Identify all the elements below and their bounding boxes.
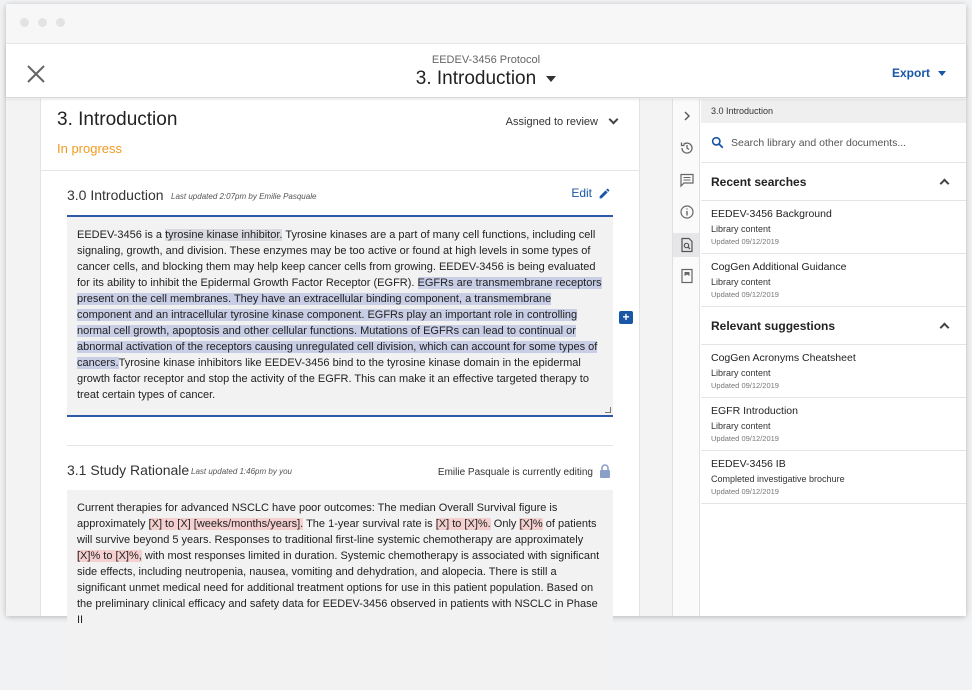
text-run: of patients will survive beyond 5 years. Responses to traditional first-line systemic chemotherapy are approximately (77, 518, 597, 546)
last-updated: Last updated 2:07pm by Emilie Pasquale (171, 192, 317, 201)
introduction-text-editor[interactable] (67, 215, 613, 417)
window-dot (56, 18, 65, 27)
search-icon (711, 136, 724, 149)
placeholder-text: [X] to [X]%. (435, 518, 491, 530)
last-updated: Last updated 1:46pm by you (191, 467, 292, 476)
comment-icon[interactable] (679, 172, 695, 188)
relevant-suggestions-header[interactable] (701, 307, 966, 345)
recent-search-item[interactable] (701, 201, 966, 254)
editing-label: Emilie Pasquale is currently editing (437, 467, 593, 478)
subsection-header (67, 171, 613, 215)
text-run: Tyrosine kinase inhibitors like EEDEV-3456 bind to the tyrosine kinase domain in the epidermal growth factor receptor and stop the activity of the EGFR. This can make it an effective targeted therapy to treat certain types of cancer. (77, 357, 589, 401)
result-date: Updated 09/12/2019 (711, 237, 779, 246)
pencil-icon (598, 187, 611, 200)
app-header (6, 44, 966, 98)
result-type: Library content (711, 224, 771, 234)
add-comment-button[interactable]: + (619, 311, 633, 324)
edit-button[interactable] (571, 186, 611, 200)
editing-indicator (438, 464, 611, 478)
result-title: EEDEV-3456 Background (711, 208, 832, 220)
search-bar (701, 123, 966, 163)
suggestion-item[interactable] (701, 345, 966, 398)
recent-searches-header[interactable] (701, 163, 966, 201)
study-rationale-text (67, 490, 613, 690)
section-selector[interactable] (6, 68, 966, 90)
group-title: Relevant suggestions (711, 319, 836, 333)
chevron-up-icon (940, 323, 950, 333)
window-dot (20, 18, 29, 27)
group-title: Recent searches (711, 175, 807, 189)
chevron-up-icon (940, 179, 950, 189)
text-run: Tyrosine kinases are a part of many cell functions, including cell signaling, growth, and division. These enzymes may be too active or found at high levels in some types of cancer cells, and blocking them may help keep cancer cells from growing. EEDEV-3456 is being evaluated for its ability to inhibit the Epidermal Growth Factor Receptor (EGFR). (77, 229, 596, 289)
result-date: Updated 09/12/2019 (711, 434, 779, 443)
side-tool-rail (672, 99, 700, 616)
result-title: EEDEV-3456 IB (711, 458, 786, 470)
result-date: Updated 09/12/2019 (711, 487, 779, 496)
section-title: 3. Introduction (57, 109, 178, 130)
chevron-right-icon[interactable] (679, 108, 695, 124)
subsection-title: 3.1 Study Rationale (67, 462, 190, 478)
info-icon[interactable] (679, 204, 695, 220)
recent-search-item[interactable] (701, 254, 966, 307)
result-type: Library content (711, 277, 771, 287)
resize-handle[interactable] (605, 407, 611, 413)
document-page (40, 99, 640, 626)
document-name: EEDEV-3456 Protocol (431, 54, 541, 66)
lock-icon (599, 464, 611, 478)
window-dot (38, 18, 47, 27)
text-run: EEDEV-3456 is a (77, 229, 166, 241)
history-icon[interactable] (679, 140, 695, 156)
highlighted-text: tyrosine kinase inhibitor. (165, 229, 283, 241)
app-window (6, 4, 966, 626)
subsection-header (67, 446, 613, 490)
edit-label: Edit (571, 186, 592, 200)
selected-text: EGFRs are transmembrane receptors present on the cell membranes. They have an extracellular binding component, a transmembrane component and an intracellular tyrosine kinase component. EGFRs play an important role in controlling normal cell growth, apoptosis and other cellular functions. Mutations of EGFRs can lead to continual or abnormal activation of the receptors causing unregulated cell division, which can account for some types of cancers. (77, 277, 602, 369)
result-title: EGFR Introduction (711, 405, 798, 417)
suggestion-item[interactable] (701, 451, 966, 504)
result-title: CogGen Acronyms Cheatsheet (711, 352, 856, 364)
result-type: Library content (711, 421, 771, 431)
result-type: Library content (711, 368, 771, 378)
panel-breadcrumb: 3.0 Introduction (701, 99, 966, 123)
document-search-tab[interactable] (673, 233, 699, 257)
result-title: CogGen Additional Guidance (711, 261, 847, 273)
placeholder-text: [X] to [X] [weeks/months/years]. (148, 518, 304, 530)
text-run: Only (490, 518, 520, 530)
result-date: Updated 09/12/2019 (711, 290, 779, 299)
chevron-down-icon (609, 115, 619, 125)
subsection-introduction (41, 171, 639, 446)
text-run: with most responses limited in duration. Systemic chemotherapy is associated with significant side effects, including neutropenia, nausea, vomiting and dehydration, and alopecia. There is still a significant unmet medical need for additional treatment options for use in this patient population. Based on the preliminary clinical efficacy and safety data for EEDEV-3456 observed in patients with NSCLC in Phase II (77, 550, 600, 626)
section-header (41, 99, 639, 171)
status-badge: In progress (57, 141, 123, 156)
caret-down-icon (546, 76, 556, 82)
suggestion-item[interactable] (701, 398, 966, 451)
library-panel (701, 99, 966, 616)
placeholder-text: [X]% (519, 518, 543, 530)
text-run: Current therapies for advanced NSCLC have poor outcomes: The median Overall Survival figure is approximately (77, 502, 558, 530)
export-label: Export (891, 66, 930, 80)
search-input[interactable] (731, 132, 951, 154)
text-run: The 1-year survival rate is (303, 518, 436, 530)
placeholder-text: [X]% to [X]%, (77, 550, 142, 562)
result-type: Completed investigative brochure (711, 474, 845, 484)
section-selector-label: 3. Introduction (415, 68, 537, 89)
bookmark-icon[interactable] (679, 268, 695, 284)
export-button[interactable] (892, 66, 946, 80)
subsection-study-rationale (41, 446, 639, 690)
window-titlebar (6, 4, 966, 44)
document-search-icon (679, 237, 695, 253)
assign-label: Assigned to review (505, 116, 598, 128)
assigned-to-review-dropdown[interactable] (506, 116, 617, 128)
subsection-title: 3.0 Introduction (67, 187, 164, 203)
caret-down-icon (938, 71, 946, 76)
result-date: Updated 09/12/2019 (711, 381, 779, 390)
